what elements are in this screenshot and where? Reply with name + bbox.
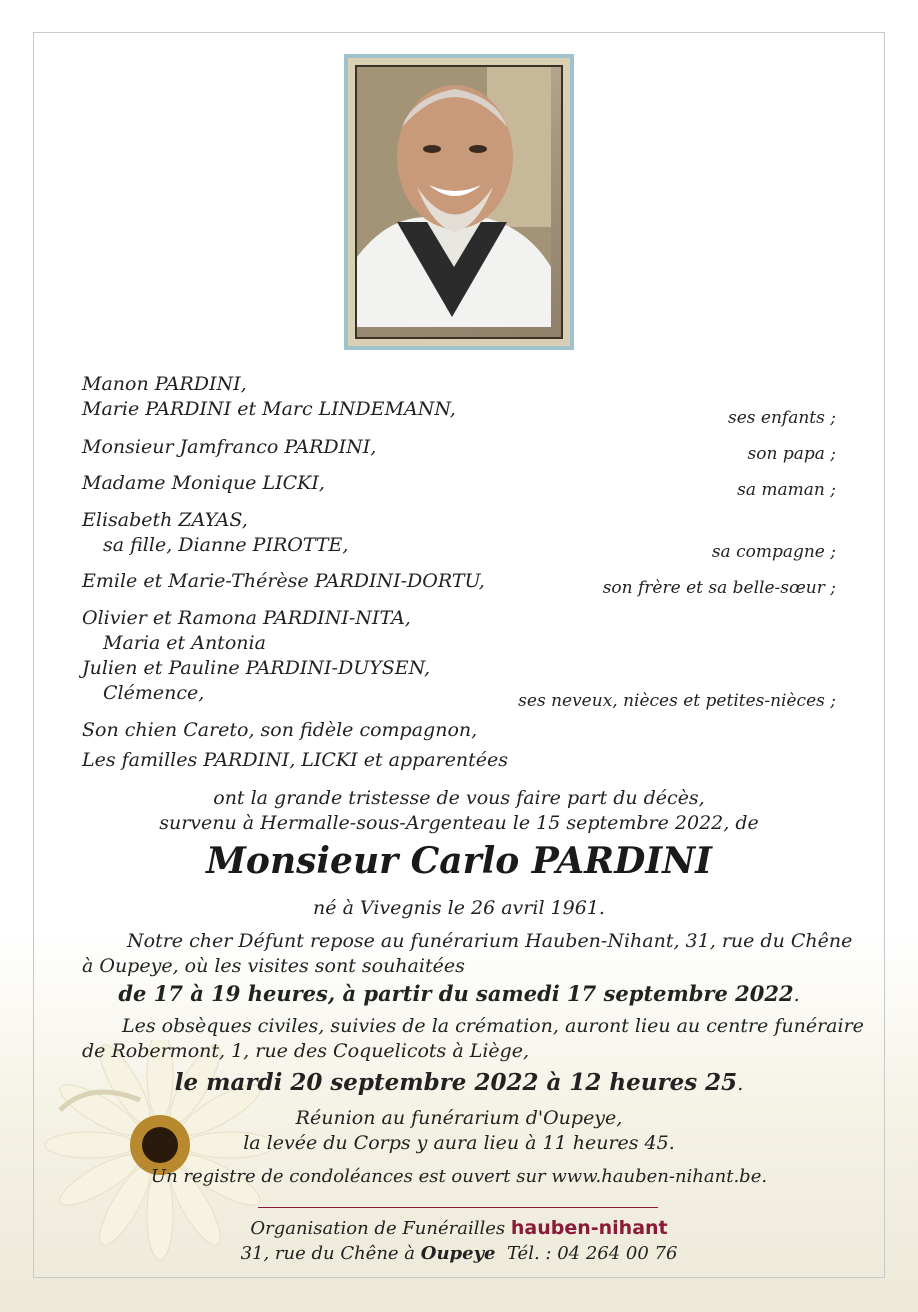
relation-partner: sa compagne ; [711,542,836,562]
brand-logo: hauben-nihant [510,1217,668,1239]
visitation-text-2: à Oupeye, où les visites sont souhaitées [82,955,465,977]
family-sibling: Emile et Marie-Thérèse PARDINI-DORTU, [82,570,485,592]
announcement-line-1: ont la grande tristesse de vous faire part du décès, [213,787,705,809]
footer-organisation: Organisation de Funérailles hauben-nihant [250,1217,668,1239]
relation-children: ses enfants ; [728,408,836,428]
relation-father: son papa ; [747,444,836,464]
visitation-hours: de 17 à 19 heures, à partir du samedi 17 septembre 2022. [118,981,800,1006]
family-father: Monsieur Jamfranco PARDINI, [82,436,377,458]
footer-separator [258,1207,658,1208]
announcement-line-2: survenu à Hermalle-sous-Argenteau le 15 septembre 2022, de [159,812,759,834]
family-dog: Son chien Careto, son fidèle compagnon, [82,719,478,741]
family-partner-daughter: sa fille, Dianne PIROTTE, [103,534,349,556]
birth-info: né à Vivegnis le 26 avril 1961. [313,897,605,919]
family-mother: Madame Monique LICKI, [82,472,325,494]
visitation-text-1: Notre cher Défunt repose au funérarium Hauben-Nihant, 31, rue du Chêne [127,930,853,952]
relation-sibling: son frère et sa belle-sœur ; [602,578,836,598]
meeting-line-1: Réunion au funérarium d'Oupeye, [295,1107,623,1129]
meeting-line-2: la levée du Corps y aura lieu à 11 heures 45. [243,1132,675,1154]
family-children-2: Marie PARDINI et Marc LINDEMANN, [82,398,456,420]
condolence-register: Un registre de condoléances est ouvert sur www.hauben-nihant.be. [150,1166,768,1187]
family-children-1: Manon PARDINI, [82,373,247,395]
family-partner: Elisabeth ZAYAS, [82,509,248,531]
ceremony-date: le mardi 20 septembre 2022 à 12 heures 25. [174,1069,744,1096]
family-nephews-2: Maria et Antonia [103,632,266,654]
footer-address: 31, rue du Chêne à Oupeye Tél. : 04 264 00 76 [240,1243,678,1264]
family-nephews-1: Olivier et Ramona PARDINI-NITA, [82,607,411,629]
family-families: Les familles PARDINI, LICKI et apparentées [82,749,509,771]
family-nephews-4: Clémence, [103,682,205,704]
ceremony-text-2: de Robermont, 1, rue des Coquelicots à Liège, [82,1040,530,1062]
relation-nephews: ses neveux, nièces et petites-nièces ; [518,691,836,711]
relation-mother: sa maman ; [737,480,836,500]
portrait-photo [355,65,563,339]
ceremony-text-1: Les obsèques civiles, suivies de la crémation, auront lieu au centre funéraire [122,1015,864,1037]
deceased-name: Monsieur Carlo PARDINI [206,840,712,882]
portrait-frame [344,54,574,350]
family-nephews-3: Julien et Pauline PARDINI-DUYSEN, [82,657,431,679]
